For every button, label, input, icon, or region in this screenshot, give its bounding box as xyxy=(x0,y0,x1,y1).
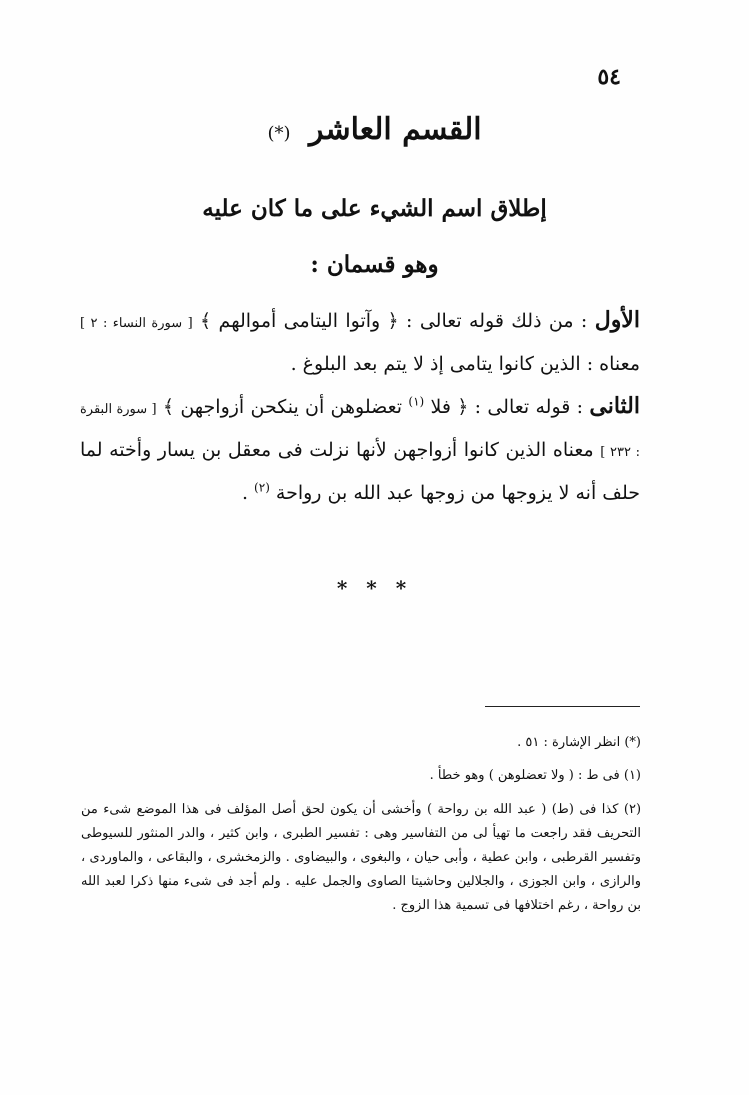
footnote-divider xyxy=(485,706,640,707)
verse-citation-second: [ سورة البقرة : ٢٣٢ ] xyxy=(80,402,640,460)
division-heading: وهو قسمان : xyxy=(310,251,439,278)
footnote-1 xyxy=(81,763,641,789)
paragraph-text-second: : قوله تعالى : ﴿ فلا xyxy=(430,396,584,418)
paragraph-continuation-first: معناه : الذين كانوا يتامى إذ لا يتم بعد البلوغ . xyxy=(290,353,640,375)
footnote-ref-1: (١) xyxy=(408,394,425,409)
footnote-2 xyxy=(81,798,641,918)
paragraph-second xyxy=(80,386,640,513)
page-number: ٥٤ xyxy=(597,64,621,90)
footnote-marker: (٢) xyxy=(623,802,642,817)
paragraph-continuation-second: معناه الذين كانوا أزواجهن لأنها نزلت فى معقل بن يسار وأخته لما حلف أنه لا يزوجها من زوجها عبد الله بن رواحة xyxy=(80,439,640,504)
paragraph-first xyxy=(80,300,640,384)
section-separator: * * * xyxy=(336,576,413,600)
paragraph-ending-second: . xyxy=(241,482,248,504)
footnote-ref-2: (٢) xyxy=(254,480,270,495)
footnote-star xyxy=(81,730,641,756)
section-title-marker: (*) xyxy=(267,123,291,144)
section-title-text: القسم العاشر xyxy=(308,112,482,147)
footnote-text: انظر الإشارة : ٥١ . xyxy=(517,735,621,750)
footnote-text: فى ط : ( ولا تعضلوهن ) وهو خطأ . xyxy=(429,768,620,783)
paragraph-text-first: : من ذلك قوله تعالى : ﴿ وآتوا اليتامى أموالهم ﴾ xyxy=(200,310,588,332)
footnote-marker: (١) xyxy=(623,768,641,783)
section-title xyxy=(0,112,749,147)
footnote-text: كذا فى (ط) ( عبد الله بن رواحة ) وأخشى أن يكون لحق أصل المؤلف فى هذا الموضع شىء من التحريف فقد راجعت ما تهيأ لى من التفاسير وهى : تفسير الطبرى ، وابن كثير ، والدر المنثور للسيوطى وتفسير القرطبى ، وابن عطية ، وأبى حيان ، والبغوى ، والبيضاوى . والزمخشرى ، والبقاعى ، والماوردى ، والرازى ، وابن الجوزى ، والجلالين وحاشيتا الصاوى والجمل عليه . ولم أجد فى شىء منها ذكرا لعبد الله بن رواحة ، رغم اختلافها فى تسمية هذا الزوج . xyxy=(81,802,641,913)
verse-citation-first: [ سورة النساء : ٢ ] xyxy=(80,316,193,331)
paragraph-lead-first: الأول xyxy=(594,307,640,333)
paragraph-lead-second: الثانى xyxy=(589,393,640,419)
section-subtitle: إطلاق اسم الشيء على ما كان عليه xyxy=(202,195,547,222)
footnote-marker: (*) xyxy=(624,735,641,750)
paragraph-text-second-after: تعضلوهن أن ينكحن أزواجهن ﴾ xyxy=(162,396,403,418)
